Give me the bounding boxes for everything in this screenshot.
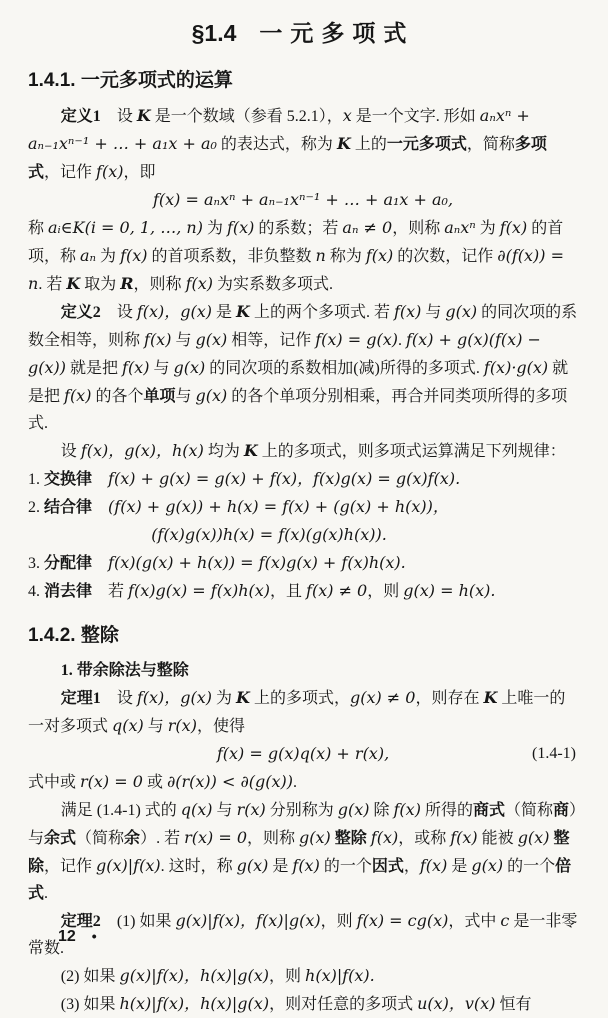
text-run: f(x)·g(x) [483,358,549,377]
page-footer [58,923,97,950]
text-run: . 这时，称 [160,858,237,875]
text-run: ，且 [270,583,307,600]
text-run: 的各个单项分别相乘，再合并同类项所得的多项式. [28,388,568,432]
text-run: aₙxⁿ [444,218,476,237]
text-run: 相等，记作 [227,332,316,349]
text-run: 的一个 [319,858,372,875]
text-run: 的表达式，称为 [216,136,337,153]
text-run: f(x) [393,302,422,321]
text-run: g(x) [517,828,550,847]
equation-number: (1.4-1) [532,745,576,762]
text-run: 4. [28,583,44,600]
text-run: 与 [149,360,174,377]
text-run: ，记作 [44,164,97,181]
text-run: R [120,274,134,293]
text-run: 为 [475,220,500,237]
text-run: §1.4 [191,20,237,46]
text-run: 整除 [28,830,570,875]
law-cancellation [28,577,578,605]
text-run: ，则称 [133,276,186,293]
text-run: 称 [28,220,49,237]
text-run: 1.4.2. 整除 [28,625,119,646]
text-run: 消去律 [44,583,93,600]
text-run: g(x) [337,800,370,819]
text-run: f(x) = cg(x) [356,911,449,930]
polynomial-formula [28,186,578,214]
page-content [28,18,578,1018]
text-run: 或 [142,774,167,791]
text-run: h(x)|f(x)，h(x)|g(x) [119,994,270,1013]
text-run: 商式 [472,802,505,819]
section-heading-142 [28,623,578,649]
text-run: 定理2 [60,913,101,930]
text-run: f(x) = aₙxⁿ + aₙ₋₁xⁿ⁻¹ + … + a₁x + a₀, [152,190,454,209]
text-run: 的一个 [503,858,556,875]
text-run: 除 [369,802,394,819]
text-run: f(x) [419,856,448,875]
text-run: x [342,106,352,125]
text-run: K [236,688,250,707]
text-run: 是 [212,304,237,321]
text-run: 分别称为 [265,802,338,819]
text-run: . [292,774,297,791]
text-run: 满足 (1.4-1) 式的 [60,802,181,819]
text-run: 与 [175,388,196,405]
text-run: 一元多项式 [386,136,467,153]
text-run: g(x) [445,302,478,321]
theorem-1 [28,684,578,740]
text-run: 所得的 [420,802,473,819]
text-run: f(x)，g(x) [136,688,213,707]
text-run: 若 [92,583,129,600]
text-run: q(x) [180,800,213,819]
text-run: q(x) [112,716,144,735]
text-run: 设 [100,304,137,321]
text-run: 取为 [80,276,121,293]
text-run: 的同次项的系数全相等，则称 [28,304,578,349]
definition-2 [28,298,578,437]
text-run: g(x)|f(x)，h(x)|g(x) [119,966,269,985]
text-run: . 若 [38,276,67,293]
text-run: f(x)，g(x)，h(x) [80,441,204,460]
text-run: ，则 [367,583,404,600]
text-run: 是一个数域（参看 5.2.1）， [150,108,343,125]
theorem-2-part1 [28,907,578,962]
page-title [28,18,578,48]
text-run: f(x)g(x) = f(x)h(x) [128,581,271,600]
text-run: 多项式 [28,136,547,181]
quotient-remainder-paragraph [28,796,578,907]
text-run: ， [403,858,420,875]
text-run: f(x) + g(x)(f(x) − g(x)) [28,330,541,377]
text-run: ）与 [28,802,578,847]
text-run: （简称 [504,802,553,819]
theorem-2-part2 [28,962,578,990]
law-commutative [28,465,578,493]
text-run: 与 [212,802,237,819]
text-run: 1. [28,471,44,488]
text-run: f(x) = g(x)q(x) + r(x), [216,744,390,763]
law-distributive [28,549,578,577]
theorem-2-part3 [28,990,578,1018]
text-run: 3. [28,555,44,572]
text-run: 一元多项式 [259,20,415,46]
text-run: K [336,134,351,153]
text-run: 上的多项式，则多项式运算满足下列规律： [257,443,566,460]
text-run: g(x) [471,856,504,875]
text-run: 的系数；若 [254,220,343,237]
text-run: f(x) [96,162,124,181]
text-run: 与 [421,304,446,321]
text-run: f(x) [393,800,421,819]
text-run: 与 [171,332,196,349]
text-run: ，记作 [44,858,97,875]
law-associative [28,493,578,521]
text-run: f(x) + g(x) = g(x) + f(x)，f(x)g(x) = g(x)f(x). [108,469,461,488]
text-run: ，则称 [392,220,445,237]
text-run: (1) 如果 [100,913,176,930]
text-run: f(x) = g(x) [315,330,398,349]
text-run: 是 [447,858,472,875]
text-run: h(x)|f(x). [305,966,375,985]
text-run: 定义1 [60,108,101,125]
text-run: 的首项，称 [28,220,564,265]
text-run: ，简称 [466,136,515,153]
text-run: 就是把 [28,360,569,405]
text-run: . [44,885,49,902]
text-run: 倍式 [28,858,572,902]
text-run: 单项 [143,388,176,405]
text-run: f(x) [499,218,528,237]
text-run: 设 [100,108,137,125]
text-run: 1.4.1. 一元多项式的运算 [28,70,233,91]
text-run [92,499,108,516]
text-run: u(x)，v(x) [417,994,496,1013]
text-run: g(x) ≠ 0 [349,688,416,707]
text-run: r(x) [236,800,266,819]
page-number: 12 [58,928,76,945]
text-run: f(x) [365,246,394,265]
text-run: g(x) [236,856,269,875]
text-run: f(x) [144,330,172,349]
text-run: 称为 [325,248,366,265]
text-run: 余式 [44,830,77,847]
text-run: 上的两个多项式. 若 [249,304,394,321]
footer-bullet: • [91,928,97,944]
laws-intro [28,437,578,465]
text-run: K [136,106,151,125]
text-run: f(x) [64,386,92,405]
text-run: (f(x) + g(x)) + h(x) = f(x) + (g(x) + h(x))， [108,497,449,516]
section-heading-141 [28,68,578,94]
division-formula [28,740,578,768]
text-run [236,20,259,46]
text-run: 的各个 [91,388,144,405]
text-run: f(x) [450,828,478,847]
text-run: 为 [212,690,237,707]
text-run: ，使得 [196,718,245,735]
text-run: aₙ [80,246,97,265]
text-run: f(x) [120,246,148,265]
text-run: g(x) [195,386,228,405]
text-run: ∂(r(x)) < ∂(g(x)) [166,772,293,791]
text-run: 上唯一的一对多项式 [28,690,566,735]
text-run: K [483,688,498,707]
text-run: f(x) [226,218,255,237]
text-run: aᵢ∈K(i = 0, 1, …, n) [48,218,203,237]
text-run: 余 [124,830,141,847]
remainder-condition [28,768,578,796]
text-run: 为实系数多项式. [213,276,334,293]
text-run: 就是把 [66,360,123,377]
text-run: r(x) [167,716,197,735]
text-run: 的次数，记作 [393,248,498,265]
text-run: ，则存在 [415,690,484,707]
text-run: 是一非零常数. [28,913,578,957]
text-run: K [66,274,81,293]
text-run: f(x) [122,358,150,377]
text-run: c [500,911,510,930]
text-run: 式中或 [28,774,81,791]
text-run: ，则 [269,968,306,985]
text-run: 上的多项式， [249,690,350,707]
text-run: ，式中 [448,913,501,930]
text-run: （简称 [76,830,125,847]
text-run: 设 [100,690,137,707]
text-run [92,471,108,488]
text-run: g(x) [299,828,331,847]
text-run: f(x)，g(x) [136,302,213,321]
text-run: ，则对任意的多项式 [269,996,418,1013]
text-run: g(x) [173,358,206,377]
text-run: 定义2 [60,304,101,321]
text-run: 上的 [350,136,387,153]
text-run: 与 [143,718,168,735]
text-run: ，则 [320,913,357,930]
text-run: ，则称 [247,830,300,847]
text-run: 因式 [371,858,404,875]
text-run: n [315,246,326,265]
law-associative-cont [28,521,578,549]
text-run: f(x) [292,856,320,875]
text-run: g(x)|f(x)，f(x)|g(x) [175,911,321,930]
text-run: 的首项系数，非负整数 [147,248,316,265]
text-run: 分配律 [44,555,93,572]
text-run: r(x) = 0 [80,772,143,791]
subsection-division [28,657,578,684]
text-run: 能被 [477,830,518,847]
text-run: K [236,302,250,321]
text-run: (f(x)g(x))h(x) = f(x)(g(x)h(x)). [151,525,387,544]
text-run: 是 [268,858,293,875]
text-run: 恒有 [495,996,532,1013]
text-run: (3) 如果 [60,996,120,1013]
text-run: 整除 [334,830,367,847]
text-run: 定理1 [60,690,101,707]
text-run: f(x) [370,828,399,847]
text-run: 是一个文字. 形如 [351,108,480,125]
text-run: ∂(f(x)) = n [28,246,564,293]
text-run: 交换律 [44,471,93,488]
text-run [92,555,108,572]
text-run: (2) 如果 [60,968,120,985]
text-run: 2. [28,499,44,516]
text-run: ，或称 [398,830,451,847]
text-run: . [398,332,406,349]
text-run: r(x) = 0 [184,828,247,847]
text-run: K [243,441,258,460]
text-run: aₙxⁿ + aₙ₋₁xⁿ⁻¹ + … + a₁x + a₀ [28,106,530,153]
text-run: g(x)|f(x) [96,856,161,875]
text-run: g(x) [195,330,228,349]
text-run: 为 [202,220,227,237]
coefficients-paragraph [28,214,578,298]
text-run: f(x) [185,274,213,293]
text-run: 设 [60,443,81,460]
text-run: 1. 带余除法与整除 [60,662,189,679]
text-run: 结合律 [44,499,93,516]
text-run: g(x) = h(x). [403,581,496,600]
definition-1 [28,102,578,186]
text-run: aₙ ≠ 0 [342,218,393,237]
text-run: 的同次项的系数相加(减)所得的多项式. [205,360,484,377]
text-run: f(x)(g(x) + h(x)) = f(x)g(x) + f(x)h(x). [108,553,406,572]
text-run: 为 [96,248,121,265]
text-run: f(x) ≠ 0 [306,581,368,600]
text-run: ，即 [123,164,156,181]
text-run: ）. 若 [140,830,185,847]
text-run: 商 [552,802,569,819]
text-run: 均为 [203,443,244,460]
